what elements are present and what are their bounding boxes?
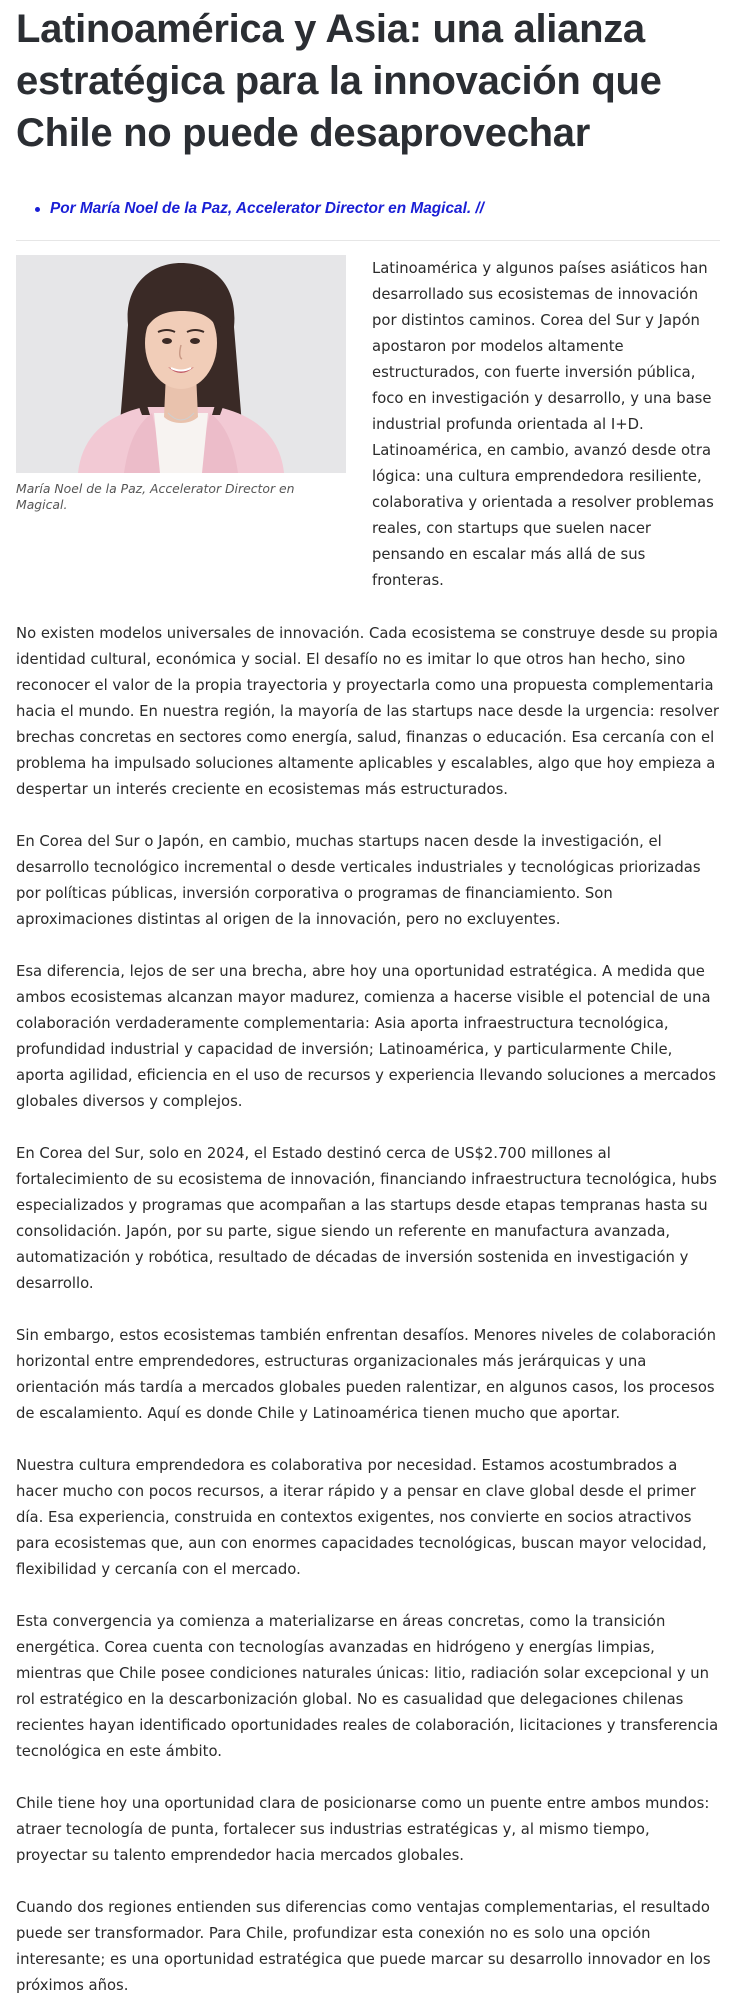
lead-paragraph: Latinoamérica y algunos países asiáticos han desarrollado sus ecosistemas de innovación por distintos caminos. Corea del Sur y Japón apostaron por modelos altamente estructurados, con fuerte inversión pública, foco en investigación y desarrollo, y una base industrial profunda orientada al I+D. Latinoamérica, en cambio, avanzó desde otra lógica: una cultura emprendedora resiliente, colaborativa y orientada a resolver problemas reales, con startups que suelen nacer pensando en escalar más allá de sus fronteras. — [372, 260, 714, 589]
byline-text[interactable]: Por María Noel de la Paz, Accelerator Director en Magical. // — [50, 200, 484, 217]
author-photo — [16, 255, 346, 473]
author-photo-figure — [16, 255, 346, 513]
article-title: Latinoamérica y Asia: una alianza estratégica para la innovación que Chile no puede desaprovechar — [16, 7, 662, 155]
body-paragraph: Nuestra cultura emprendedora es colaborativa por necesidad. Estamos acostumbrados a hacer mucho con pocos recursos, a iterar rápido y a pensar en clave global desde el primer día. Esa experiencia, construida en contextos exigentes, nos convierte en socios atractivos para ecosistemas que, aun con enormes capacidades tecnológicas, buscan mayor velocidad, flexibilidad y cercanía con el mercado. — [16, 1457, 707, 1578]
body-paragraph: En Corea del Sur o Japón, en cambio, muchas startups nacen desde la investigación, el desarrollo tecnológico incremental o desde verticales industriales y tecnológicas priorizadas por políticas públicas, inversión corporativa o programas de financiamiento. Son aproximaciones distintas al origen de la innovación, pero no excluyentes. — [16, 833, 701, 928]
body-paragraph: Chile tiene hoy una oportunidad clara de posicionarse como un puente entre ambos mundos: atraer tecnología de punta, fortalecer sus industrias estratégicas y, al mismo tiempo, proyectar su talento emprendedor hacia mercados globales. — [16, 1795, 710, 1864]
bullet-icon — [35, 207, 40, 212]
body-paragraph: Sin embargo, estos ecosistemas también enfrentan desafíos. Menores niveles de colaboración horizontal entre emprendedores, estructuras organizacionales más jerárquicas y una orientación más tardía a mercados globales pueden ralentizar, en algunos casos, los procesos de escalamiento. Aquí es donde Chile y Latinoamérica tienen mucho que aportar. — [16, 1327, 716, 1422]
photo-caption: María Noel de la Paz, Accelerator Director en Magical. — [16, 481, 295, 512]
portrait-illustration — [16, 255, 346, 473]
body-paragraph: Cuando dos regiones entienden sus diferencias como ventajas complementarias, el resultado puede ser transformador. Para Chile, profundizar esta conexión no es solo una opción interesante; es una oportunidad estratégica que puede marcar su desarrollo innovador en los próximos años. — [16, 1899, 711, 1994]
body-paragraph: Esa diferencia, lejos de ser una brecha, abre hoy una oportunidad estratégica. A medida que ambos ecosistemas alcanzan mayor madurez, comienza a hacerse visible el potencial de una colaboración verdaderamente complementaria: Asia aporta infraestructura tecnológica, profundidad industrial y capacidad de inversión; Latinoamérica, y particularmente Chile, aporta agilidad, eficiencia en el uso de recursos y experiencia llevando soluciones a mercados globales diversos y complejos. — [16, 963, 716, 1110]
article-body — [16, 621, 720, 1999]
body-paragraph: En Corea del Sur, solo en 2024, el Estado destinó cerca de US$2.700 millones al fortalecimiento de su ecosistema de innovación, financiando infraestructura tecnológica, hubs especializados y programas que acompañan a las startups desde etapas tempranas hasta su consolidación. Japón, por su parte, sigue siendo un referente en manufactura avanzada, automatización y robótica, resultado de décadas de inversión sostenida en investigación y desarrollo. — [16, 1145, 717, 1292]
body-paragraph: Esta convergencia ya comienza a materializarse en áreas concretas, como la transición energética. Corea cuenta con tecnologías avanzadas en hidrógeno y energías limpias, mientras que Chile posee condiciones naturales únicas: litio, radiación solar excepcional y un rol estratégico en la descarbonización global. No es casualidad que delegaciones chilenas recientes hayan identificado oportunidades reales de colaboración, licitaciones y transferencia tecnológica en este ámbito. — [16, 1613, 719, 1760]
lead-section — [16, 255, 720, 594]
byline-item[interactable] — [50, 199, 720, 219]
divider — [16, 240, 720, 241]
body-paragraph: No existen modelos universales de innovación. Cada ecosistema se construye desde su propia identidad cultural, económica y social. El desafío no es imitar lo que otros han hecho, sino reconocer el valor de la propia trayectoria y proyectarla como una propuesta complementaria hacia el mundo. En nuestra región, la mayoría de las startups nace desde la urgencia: resolver brechas concretas en sectores como energía, salud, finanzas o educación. Esa cercanía con el problema ha impulsado soluciones altamente aplicables y escalables, algo que hoy empieza a despertar un interés creciente en ecosistemas más estructurados. — [16, 625, 720, 798]
lead-text — [372, 255, 720, 594]
byline-list — [16, 199, 720, 219]
